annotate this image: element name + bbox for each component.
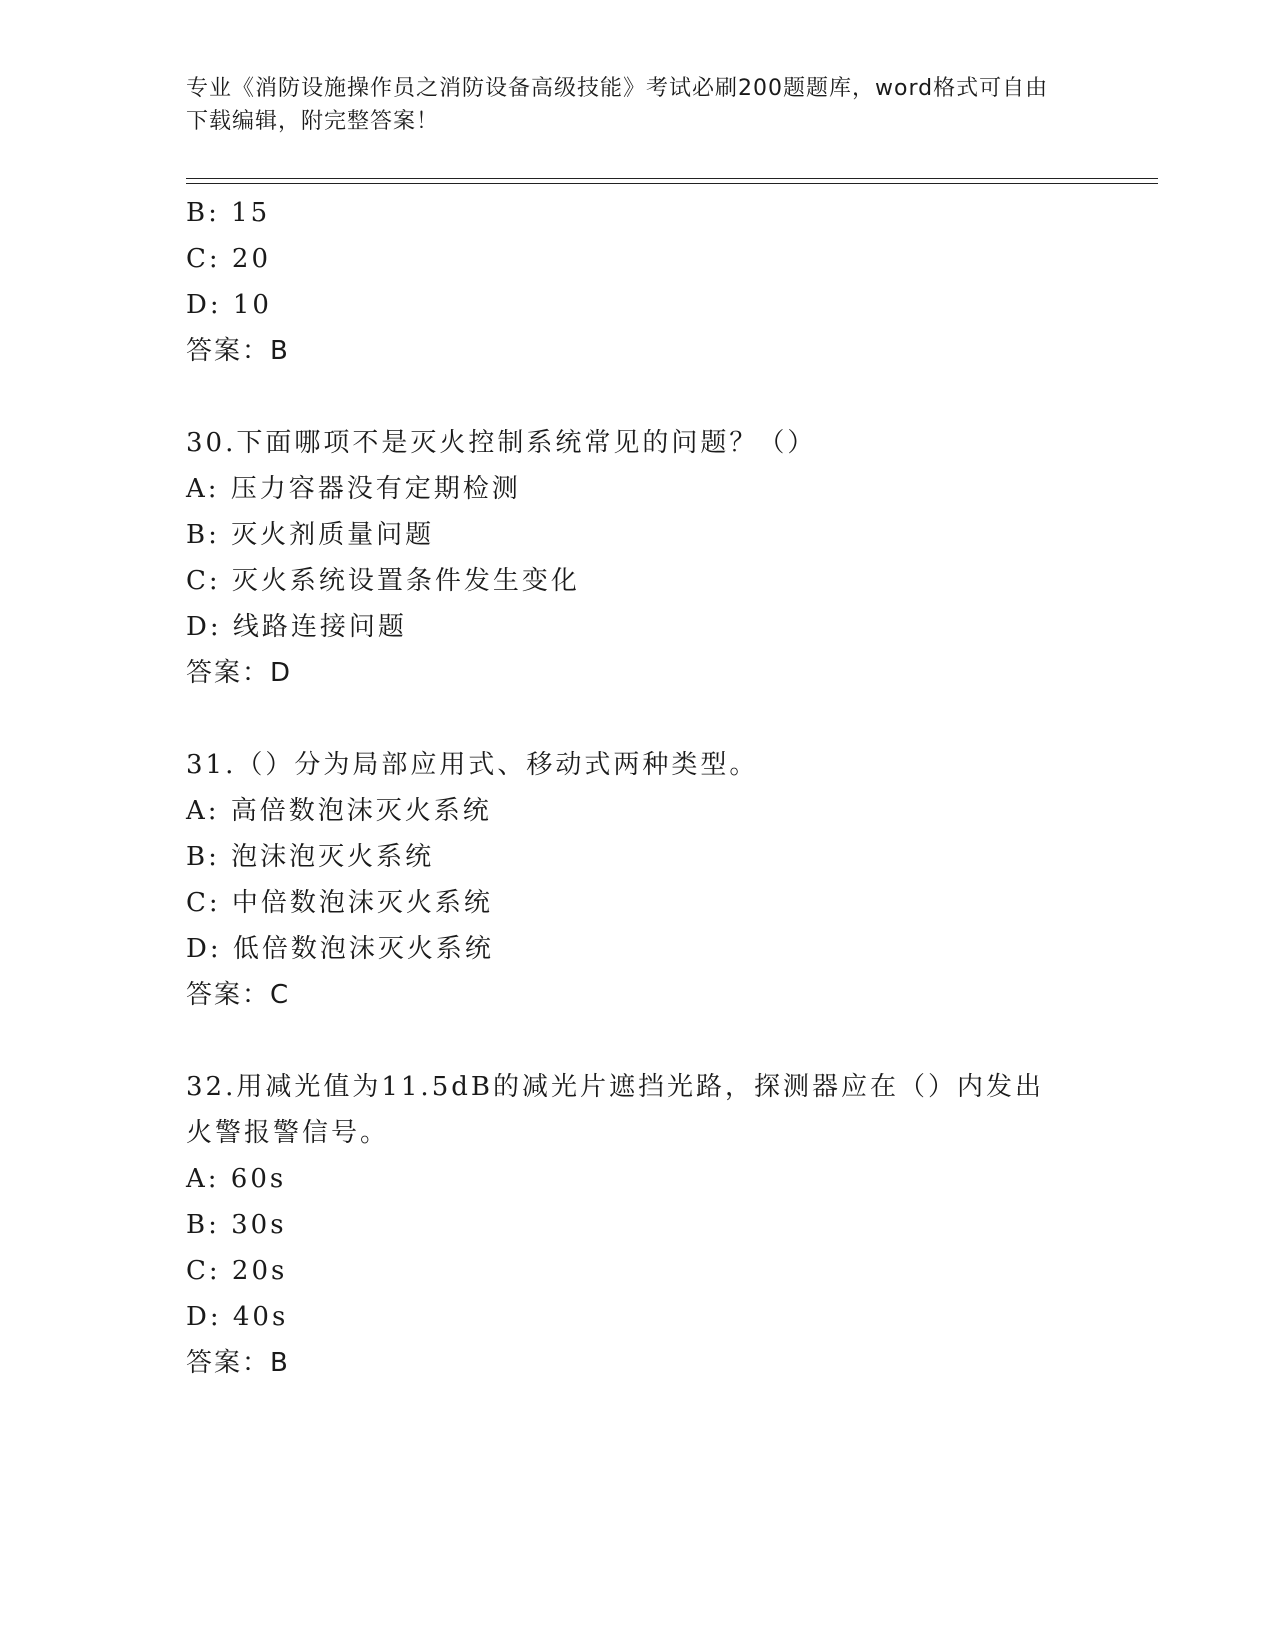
option-d: D: 低倍数泡沫灭火系统 — [186, 934, 494, 964]
spacer — [186, 696, 1146, 742]
option-c: C: 20 — [186, 244, 272, 274]
document-header — [186, 72, 1066, 138]
answer-line: 答案：C — [186, 980, 291, 1010]
option-a: A: 高倍数泡沫灭火系统 — [186, 796, 492, 826]
option-a: A: 压力容器没有定期检测 — [186, 474, 521, 504]
header-title: 专业《消防设施操作员之消防设备高级技能》考试必刷200题题库，word格式可自由下载编辑，附完整答案！ — [186, 76, 1049, 134]
question-list — [186, 190, 1146, 1386]
option-b: B: 灭火剂质量问题 — [186, 520, 435, 550]
question-stem: 30.下面哪项不是灭火控制系统常见的问题？（） — [186, 428, 817, 458]
option-a: A: 60s — [186, 1164, 287, 1194]
header-divider-top — [186, 178, 1158, 179]
spacer — [186, 374, 1146, 420]
question-block-32 — [186, 1064, 1146, 1386]
option-c: C: 20s — [186, 1256, 288, 1286]
question-stem: 32.用减光值为11.5dB的减光片遮挡光路，探测器应在（）内发出火警报警信号。 — [186, 1072, 1044, 1148]
answer-line: 答案：B — [186, 336, 290, 366]
option-d: D: 10 — [186, 290, 272, 320]
option-d: D: 40s — [186, 1302, 289, 1332]
answer-line: 答案：D — [186, 658, 293, 688]
option-b: B: 15 — [186, 198, 271, 228]
header-divider-bottom — [186, 183, 1158, 184]
question-stem: 31.（）分为局部应用式、移动式两种类型。 — [186, 750, 759, 780]
option-b: B: 泡沫泡灭火系统 — [186, 842, 435, 872]
question-block-30 — [186, 420, 1146, 696]
option-c: C: 中倍数泡沫灭火系统 — [186, 888, 493, 918]
option-c: C: 灭火系统设置条件发生变化 — [186, 566, 580, 596]
question-block-continued — [186, 190, 1146, 374]
answer-line: 答案：B — [186, 1348, 290, 1378]
option-b: B: 30s — [186, 1210, 287, 1240]
question-block-31 — [186, 742, 1146, 1018]
spacer — [186, 1018, 1146, 1064]
option-d: D: 线路连接问题 — [186, 612, 407, 642]
